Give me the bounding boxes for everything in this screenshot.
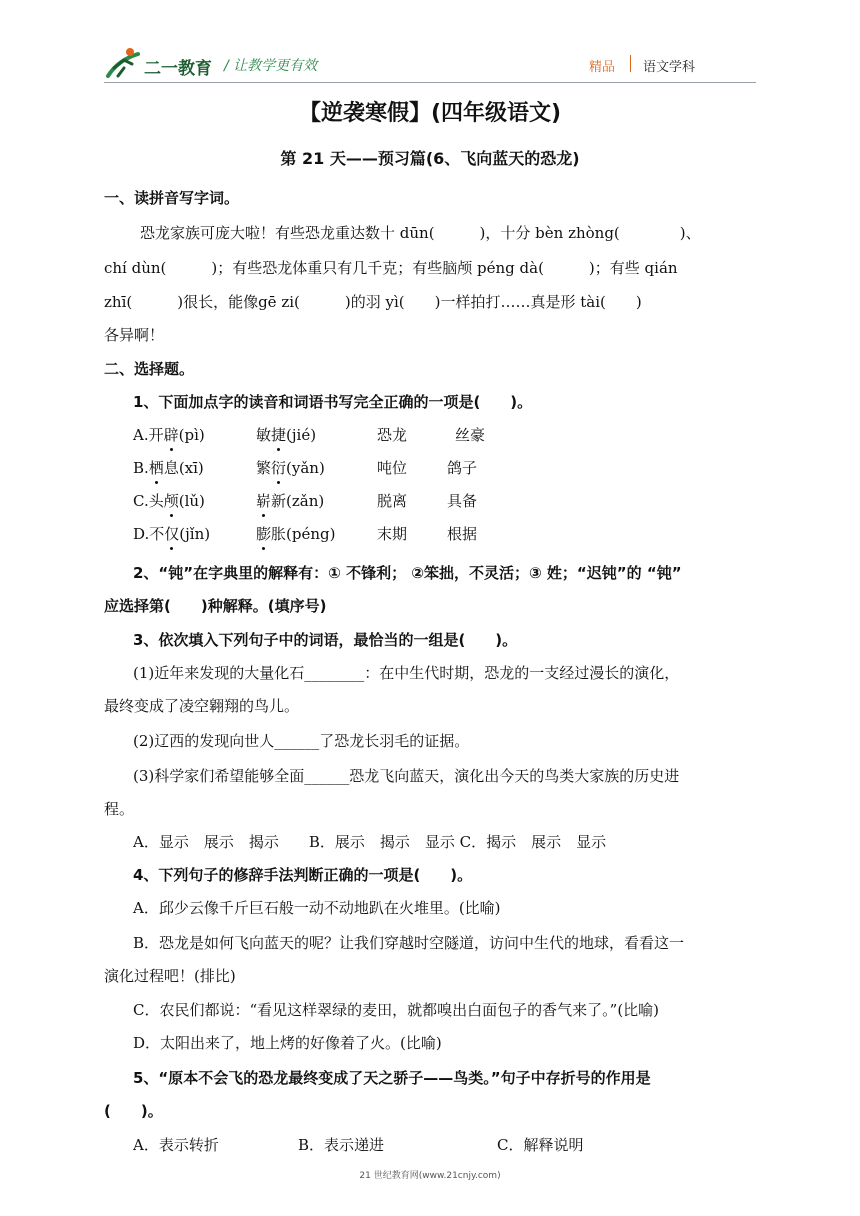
quality-tag: 精品: [589, 60, 616, 75]
pinyin-line-2: chí dùn( )；有些恐龙体重只有几千克；有些脑颅 péng dà( )；有些 qián: [104, 259, 678, 277]
q1-option-word-2: 崭新(zǎn): [256, 492, 325, 510]
q5-option-a: A．表示转折: [133, 1136, 219, 1154]
q1-option-word-2: 膨胀(péng): [256, 525, 336, 543]
q1-option-word-1: D.不仅(jǐn): [133, 525, 211, 543]
q3-stem: 3、依次填入下列句子中的词语，最恰当的一组是( )。: [133, 631, 518, 649]
page-header: [0, 0, 860, 84]
subject-label: 语文学科: [643, 60, 696, 75]
q3-sentence-1a: (1)近年来发现的大量化石________：在中生代时期，恐龙的一支经过漫长的演化，: [133, 664, 680, 682]
q3-sentence-1b: 最终变成了凌空翱翔的鸟儿。: [104, 697, 300, 715]
page-title: 【逆袭寒假】(四年级语文): [298, 101, 562, 126]
pinyin-line-4: 各异啊！: [104, 326, 165, 344]
q1-option-word-4: 丝豪: [455, 426, 486, 444]
q1-stem: 1、下面加点字的读音和词语书写完全正确的一项是( )。: [133, 393, 533, 411]
logo-text: 二一教育: [144, 59, 212, 79]
logo: [104, 46, 216, 80]
q4-option-d: D．太阳出来了，地上烤的好像着了火。(比喻): [133, 1034, 442, 1052]
slogan: / 让教学更有效: [224, 58, 318, 74]
section1-heading: 一、读拼音写字词。: [104, 189, 240, 207]
q1-option-word-4: 具备: [447, 492, 478, 510]
q4-option-a: A．邱少云像千斤巨石般一动不动地趴在火堆里。(比喻): [133, 899, 501, 917]
q1-option-word-4: 根据: [447, 525, 478, 543]
q5-line-1: 5、“原本不会飞的恐龙最终变成了天之骄子——鸟类。”句子中存折号的作用是: [133, 1069, 651, 1087]
q1-option-word-3: 末期: [377, 525, 408, 543]
q3-sentence-3a: (3)科学家们希望能够全面______恐龙飞向蓝天，演化出今天的鸟类大家族的历史进: [133, 767, 680, 785]
q1-option-word-4: 鸽子: [447, 459, 478, 477]
header-rule: [104, 82, 756, 83]
q2-line-2: 应选择第( )种解释。(填序号): [104, 597, 327, 615]
q3-options: A．显示 展示 揭示 B．展示 揭示 显示 C．揭示 展示 显示: [133, 833, 607, 851]
q1-option-word-3: 脱离: [377, 492, 408, 510]
q5-option-c: C．解释说明: [497, 1136, 584, 1154]
q3-sentence-3b: 程。: [104, 800, 135, 818]
pinyin-line-3: zhī( )很长，能像gē zi( )的羽 yì( )一样拍打……真是形 tài( ): [104, 293, 642, 311]
q1-option-word-2: 敏捷(jié): [256, 426, 317, 444]
section2-heading: 二、选择题。: [104, 360, 195, 378]
pinyin-line-1: 恐龙家族可庞大啦！有些恐龙重达数十 dūn( )，十分 bèn zhòng( )、: [140, 224, 701, 242]
runner-logo-icon: [104, 46, 144, 80]
q4-option-b-line-1: B．恐龙是如何飞向蓝天的呢？让我们穿越时空隧道，访问中生代的地球，看看这一: [133, 934, 685, 952]
page-footer: 21 世纪教育网(www.21cnjy.com): [359, 1171, 501, 1181]
q1-option-word-2: 繁衍(yǎn): [256, 459, 325, 477]
q4-option-c: C．农民们都说：“看见这样翠绿的麦田，就都嗅出白面包子的香气来了。”(比喻): [133, 1001, 660, 1019]
q4-stem: 4、下列句子的修辞手法判断正确的一项是( )。: [133, 866, 473, 884]
q1-option-word-1: A.开辟(pì): [133, 426, 205, 444]
q2-line-1: 2、“钝”在字典里的解释有：① 不锋利； ②笨拙，不灵活；③ 姓；“迟钝”的 “钝”: [133, 564, 682, 582]
q5-line-2: ( )。: [104, 1102, 163, 1120]
q3-sentence-2: (2)辽西的发现向世人______了恐龙长羽毛的证据。: [133, 732, 470, 750]
tag-divider: [630, 55, 631, 72]
q1-option-word-3: 吨位: [377, 459, 408, 477]
page-subtitle: 第 21 天——预习篇(6、飞向蓝天的恐龙): [280, 149, 580, 168]
q5-option-b: B．表示递进: [298, 1136, 385, 1154]
q4-option-b-line-2: 演化过程吧！(排比): [104, 967, 236, 985]
q1-option-word-1: B.栖息(xī): [133, 459, 204, 477]
q1-option-word-1: C.头颅(lǔ): [133, 492, 205, 510]
q1-option-word-3: 恐龙: [377, 426, 408, 444]
